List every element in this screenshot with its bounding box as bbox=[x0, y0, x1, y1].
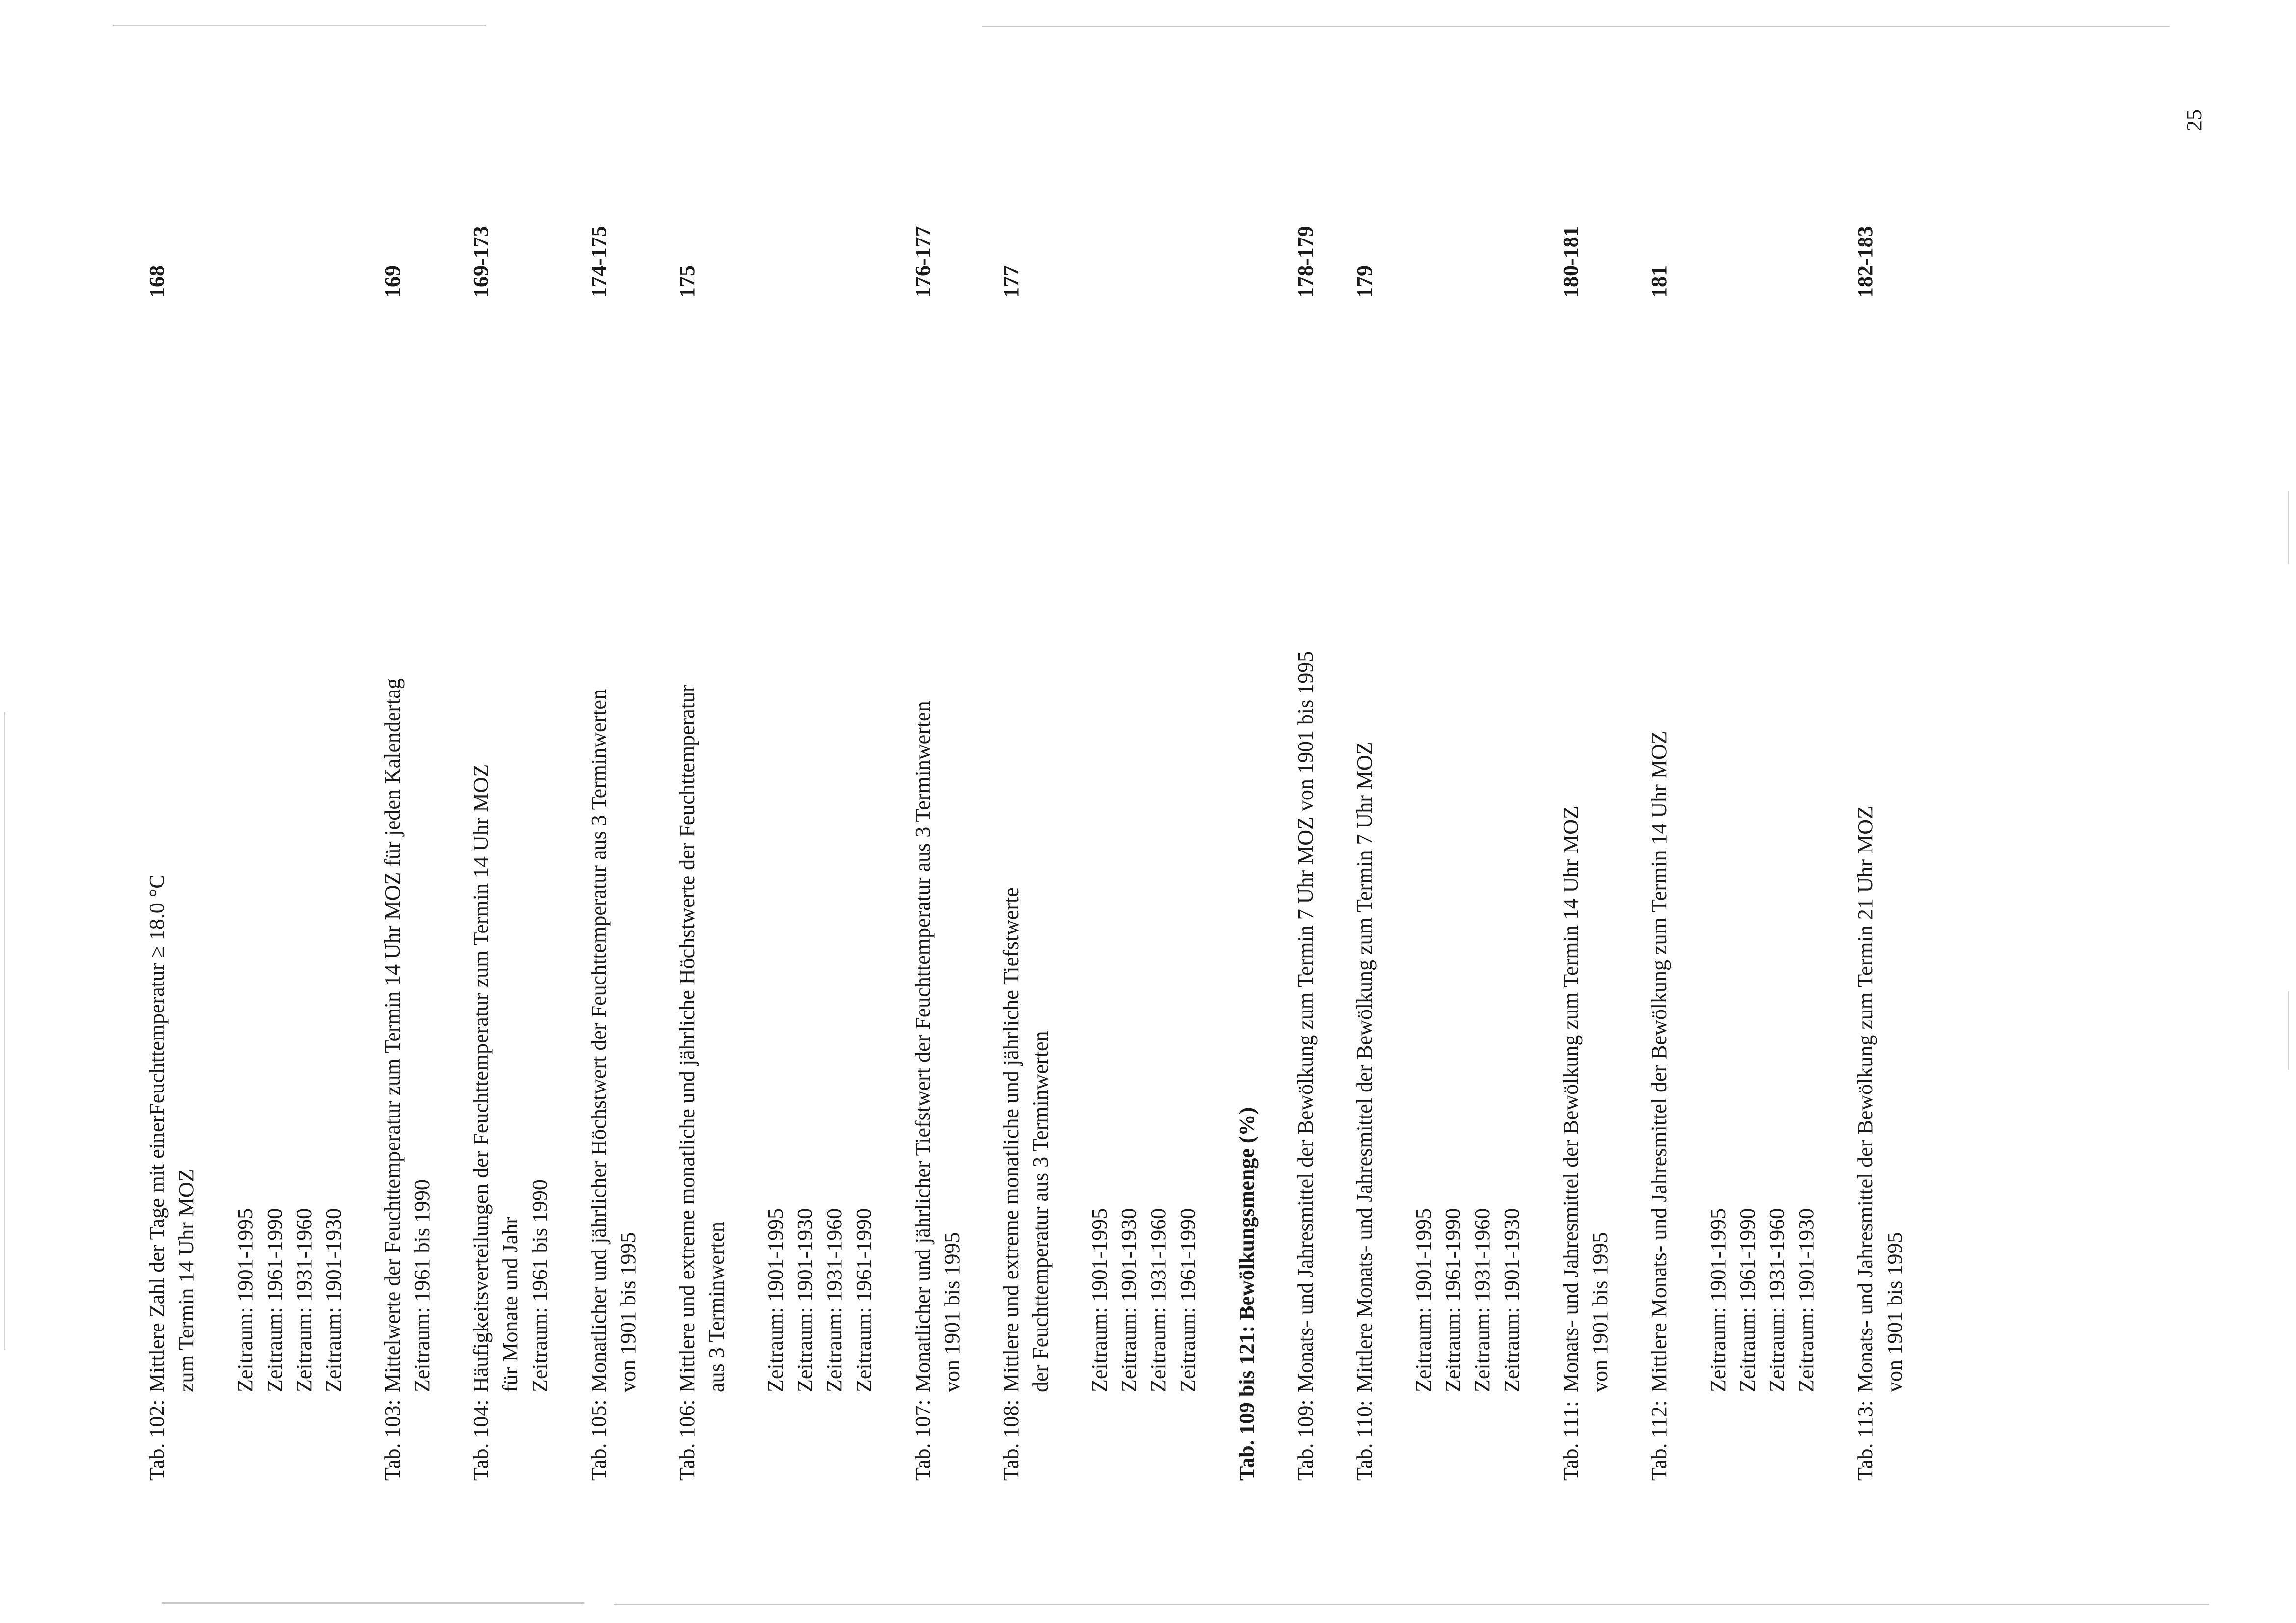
entry-label: Tab. 107: bbox=[911, 1399, 935, 1481]
entry-period: Zeitraum: 1901-1930 bbox=[793, 1208, 817, 1392]
entry-period: Zeitraum: 1961-1990 bbox=[1735, 1208, 1759, 1392]
entry-title-line: Zeitraum: 1961 bis 1990 bbox=[410, 1179, 434, 1392]
entry-label: Tab. 105: bbox=[587, 1399, 611, 1481]
entry-page: 169-173 bbox=[469, 226, 493, 298]
entry-title-line: von 1901 bis 1995 bbox=[616, 1232, 640, 1392]
entry-title-line: Häufigkeitsverteilungen der Feuchttemperatur zum Termin 14 Uhr MOZ bbox=[469, 764, 493, 1392]
entry-period: Zeitraum: 1961-1990 bbox=[1441, 1208, 1465, 1392]
entry-period: Zeitraum: 1901-1995 bbox=[1706, 1208, 1730, 1392]
entry-page: 177 bbox=[999, 266, 1023, 298]
entry-title-line: Monats- und Jahresmittel der Bewölkung zum Termin 7 Uhr MOZ von 1901 bis 1995 bbox=[1294, 651, 1318, 1392]
entry-period: Zeitraum: 1931-1960 bbox=[1765, 1208, 1789, 1392]
entry-period: Zeitraum: 1901-1995 bbox=[1411, 1208, 1435, 1392]
entry-label: Tab. 106: bbox=[675, 1399, 699, 1481]
entry-period: Zeitraum: 1901-1930 bbox=[1117, 1208, 1141, 1392]
entry-period: Zeitraum: 1931-1960 bbox=[292, 1208, 316, 1392]
page-number: 25 bbox=[2182, 109, 2206, 131]
entry-page: 175 bbox=[675, 266, 699, 298]
entry-page: 182-183 bbox=[1853, 226, 1877, 298]
entry-period: Zeitraum: 1961-1990 bbox=[1176, 1208, 1200, 1392]
entry-period: Zeitraum: 1901-1995 bbox=[233, 1208, 257, 1392]
entry-title-line: von 1901 bis 1995 bbox=[1588, 1232, 1612, 1392]
entry-title-line: Monatlicher und jährlicher Höchstwert der Feuchttemperatur aus 3 Terminwerten bbox=[587, 689, 611, 1392]
entry-page: 169 bbox=[380, 266, 405, 298]
entry-label: Tab. 113: bbox=[1853, 1400, 1877, 1481]
entry-label: Tab. 108: bbox=[999, 1399, 1023, 1481]
entry-label: Tab. 102: bbox=[145, 1399, 169, 1481]
entry-title-line: der Feuchttemperatur aus 3 Terminwerten bbox=[1028, 1031, 1053, 1392]
entry-period: Zeitraum: 1931-1960 bbox=[822, 1208, 846, 1392]
entry-period: Zeitraum: 1931-1960 bbox=[1470, 1208, 1494, 1392]
entry-period: Zeitraum: 1961-1990 bbox=[852, 1208, 876, 1392]
entry-label: Tab. 109: bbox=[1294, 1399, 1318, 1481]
section-heading: Tab. 109 bis 121: Bewölkungsmenge (%) bbox=[1235, 1107, 1259, 1481]
entry-title-line: Mittlere und extreme monatliche und jährliche Tiefstwerte bbox=[999, 887, 1023, 1392]
entry-title-line: Mittlere und extreme monatliche und jährliche Höchstwerte der Feuchttemperatur bbox=[675, 685, 699, 1392]
entry-label: Tab. 110: bbox=[1352, 1400, 1377, 1481]
entry-title-line: Monatlicher und jährlicher Tiefstwert der Feuchttemperatur aus 3 Terminwerten bbox=[911, 701, 935, 1392]
entry-period: Zeitraum: 1901-1930 bbox=[322, 1208, 346, 1392]
entry-title-line: von 1901 bis 1995 bbox=[1883, 1232, 1907, 1392]
entry-title-line: aus 3 Terminwerten bbox=[704, 1221, 729, 1392]
entry-page: 178-179 bbox=[1294, 226, 1318, 298]
entry-title-line: von 1901 bis 1995 bbox=[940, 1232, 964, 1392]
entry-page: 168 bbox=[145, 266, 169, 298]
entry-period: Zeitraum: 1901-1930 bbox=[1794, 1208, 1818, 1392]
entry-page: 179 bbox=[1352, 266, 1377, 298]
entry-label: Tab. 111: bbox=[1559, 1401, 1583, 1481]
entry-title-line: Zeitraum: 1961 bis 1990 bbox=[528, 1179, 552, 1392]
entry-period: Zeitraum: 1961-1990 bbox=[263, 1208, 287, 1392]
entry-title-line: Mittlere Monats- und Jahresmittel der Bewölkung zum Termin 7 Uhr MOZ bbox=[1352, 742, 1377, 1392]
entry-title-line: Monats- und Jahresmittel der Bewölkung zum Termin 14 Uhr MOZ bbox=[1559, 806, 1583, 1392]
entry-label: Tab. 112: bbox=[1647, 1400, 1671, 1481]
entry-title-line: für Monate und Jahr bbox=[498, 1216, 522, 1392]
entry-period: Zeitraum: 1901-1995 bbox=[763, 1208, 787, 1392]
entry-title-line: Mittelwerte der Feuchttemperatur zum Termin 14 Uhr MOZ für jeden Kalendertag bbox=[380, 678, 405, 1392]
entry-period: Zeitraum: 1901-1930 bbox=[1500, 1208, 1524, 1392]
entry-page: 180-181 bbox=[1559, 226, 1583, 298]
entry-title-line: Mittlere Zahl der Tage mit einerFeuchttemperatur ≥ 18.0 °C bbox=[145, 874, 169, 1392]
entry-period: Zeitraum: 1901-1995 bbox=[1087, 1208, 1111, 1392]
entry-page: 176-177 bbox=[911, 226, 935, 298]
entry-page: 174-175 bbox=[587, 226, 611, 298]
entry-title-line: Mittlere Monats- und Jahresmittel der Bewölkung zum Termin 14 Uhr MOZ bbox=[1647, 731, 1671, 1392]
entry-period: Zeitraum: 1931-1960 bbox=[1146, 1208, 1170, 1392]
entry-label: Tab. 103: bbox=[380, 1399, 405, 1481]
entry-label: Tab. 104: bbox=[469, 1399, 493, 1481]
entry-title-line: zum Termin 14 Uhr MOZ bbox=[174, 1169, 198, 1392]
entry-page: 181 bbox=[1647, 266, 1671, 298]
entry-title-line: Monats- und Jahresmittel der Bewölkung zum Termin 21 Uhr MOZ bbox=[1853, 806, 1877, 1392]
